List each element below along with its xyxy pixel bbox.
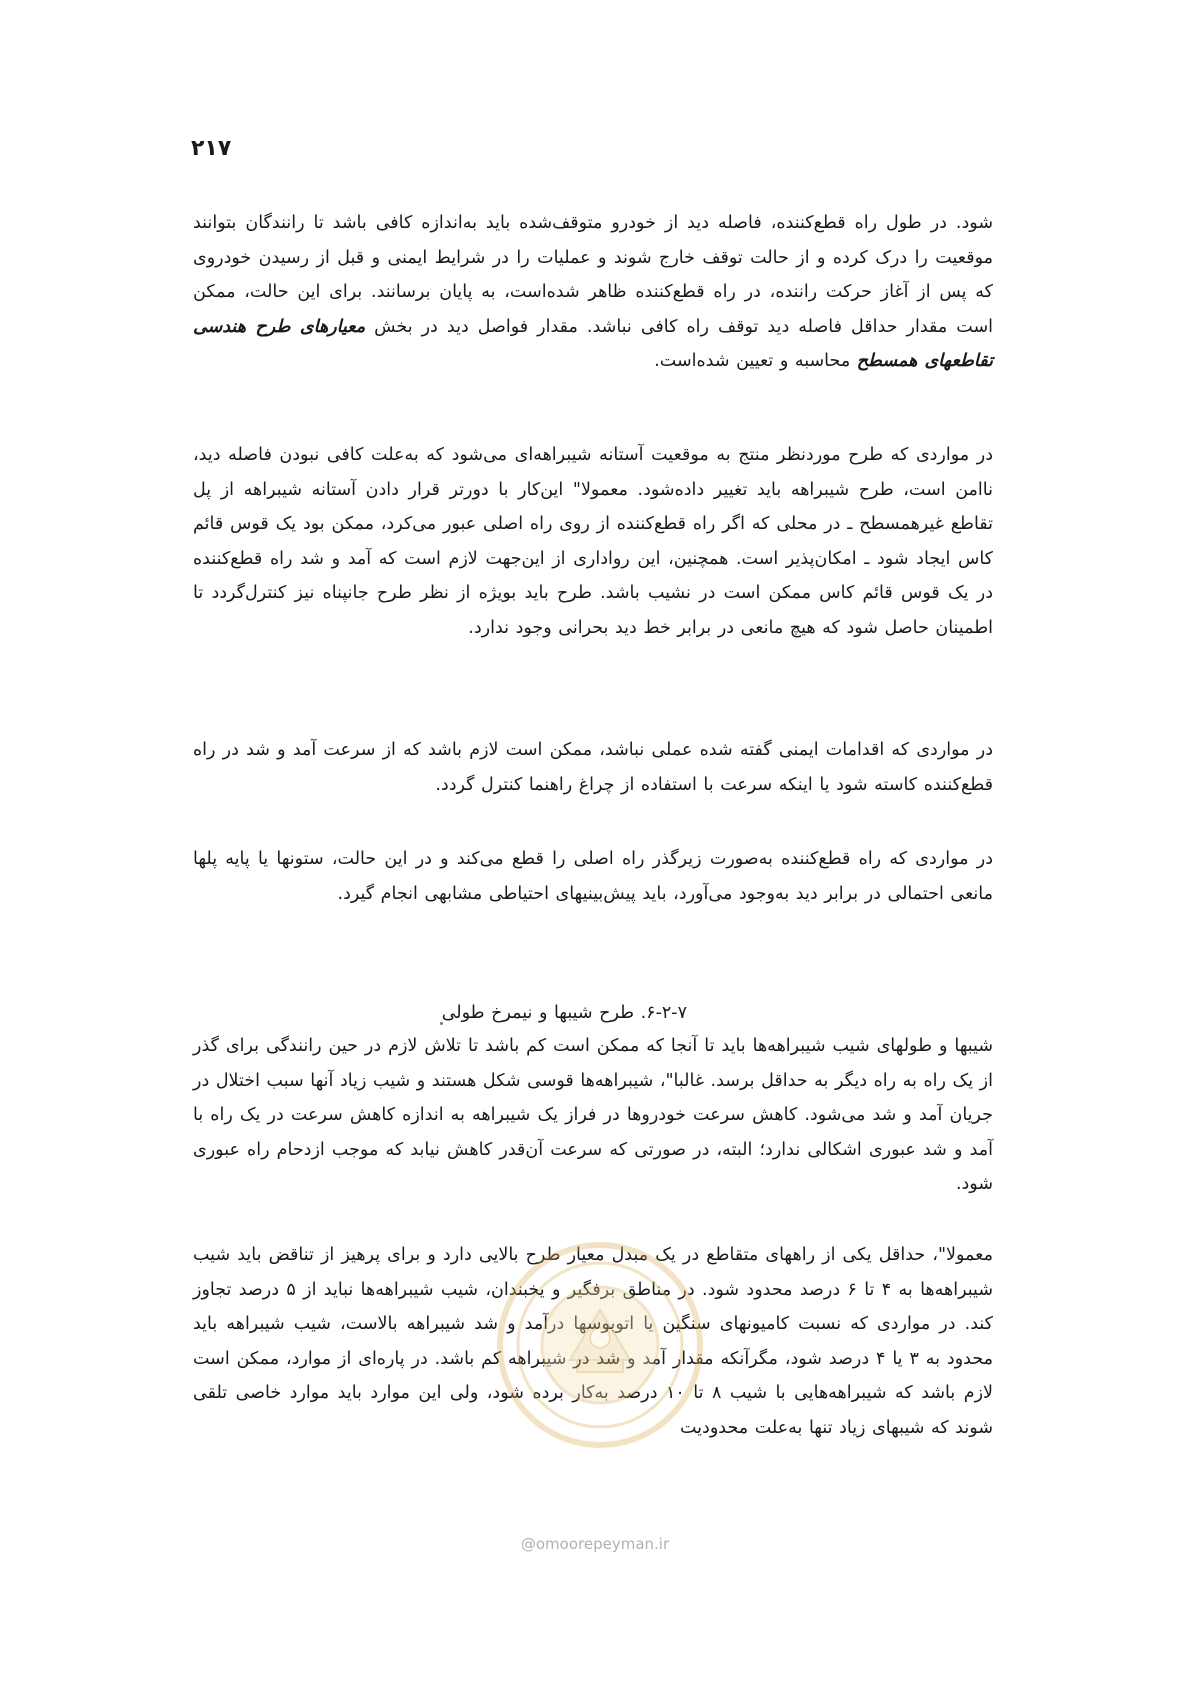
paragraph-4 bbox=[193, 842, 993, 911]
paragraph-3 bbox=[193, 733, 993, 802]
paragraph-1-text: شود. در طول راه قطع‌کننده، فاصله دید از خودرو متوقف‌شده باید به‌اندازه کافی باشد تا رانندگان بتوانند موقعیت را درک کرده و از حالت توقف خارج شوند و عملیات را در شرایط ایمنی و قبل از رسیدن خودروی که پس از آغاز حرکت راننده، در راه قطع‌کننده ظاهر شده‌است، به پایان برسانند. برای این حالت، ممکن است مقدار حداقل فاصله دید توقف راه کافی نباشد. مقدار فواصل دید در بخش bbox=[193, 213, 993, 337]
paragraph-2 bbox=[193, 438, 993, 645]
paragraph-1-emphasis: معیارهای طرح هندسی تقاطعهای همسطح bbox=[193, 316, 993, 371]
paragraph-4-text: در مواردی که راه قطع‌کننده به‌صورت زیرگذر راه اصلی را قطع می‌کند و در این حالت، ستونها یا پایه پلها مانعی احتمالی در برابر دید به‌وجود می‌آورد، باید پیش‌بینیهای احتیاطی مشابهی انجام گیرد. bbox=[193, 849, 993, 904]
page-number: ۲۱۷ bbox=[191, 136, 232, 161]
watermark-url: @omoorepeyman.ir bbox=[520, 1535, 670, 1553]
paragraph-5-text: شیبها و طولهای شیب شیبراهه‌ها باید تا آنجا که ممکن است کم باشد تا تلاش لازم در حین رانندگی برای گذر از یک راه به راه دیگر به حداقل برسد. غالبا"، شیبراهه‌ها قوسی شکل هستند و شیب زیاد آنها سبب اختلال در جریان آمد و شد می‌شود. کاهش سرعت خودروها در فراز یک شیبراهه به اندازه کاهش سرعت در یک راه با آمد و شد عبوری اشکالی ندارد؛ البته، در صورتی که سرعت آن‌قدر کاهش نیابد که موجب ازدحام راه عبوری شود. bbox=[193, 1036, 993, 1194]
paragraph-1 bbox=[193, 206, 993, 379]
paragraph-3-text: در مواردی که اقدامات ایمنی گفته شده عملی نباشد، ممکن است لازم باشد که از سرعت آمد و شد در راه قطع‌کننده کاسته شود یا اینکه سرعت با استفاده از چراغ راهنما کنترل گردد. bbox=[193, 740, 993, 795]
paragraph-1-end: محاسبه و تعیین شده‌است. bbox=[654, 351, 851, 371]
paragraph-6-text: معمولا"، حداقل یکی از راههای متقاطع در یک مبدل معیار طرح بالایی دارد و برای پرهیز از تناقض باید شیب شیبراهه‌ها به ۴ تا ۶ درصد محدود شود. در مناطق برفگیر و یخبندان، شیب شیبراهه‌ها نباید از ۵ درصد تجاوز کند. در مواردی که نسبت کامیونهای سنگین یا اتوبوسها درآمد و شد شیبراهه بالاست، شیب شیبراهه باید محدود به ۳ یا ۴ درصد شود، مگرآنکه مقدار آمد و شد در شیبراهه کم باشد. در پاره‌ای از موارد، ممکن است لازم باشد که شیبراهه‌هایی با شیب ۸ تا ۱۰ درصد به‌کار برده شود، ولی این موارد باید موارد خاصی تلقی شوند که شیبهای زیاد تنها به‌علت محدودیت bbox=[193, 1245, 994, 1438]
paragraph-6 bbox=[193, 1238, 993, 1445]
paragraph-5 bbox=[193, 1029, 993, 1202]
section-heading: ۶-۲-۷. طرح شیبها و نیمرخ طولی bbox=[441, 1003, 687, 1023]
paragraph-2-text: در مواردی که طرح موردنظر منتج به موقعیت آستانه شیبراهه‌ای می‌شود که به‌علت کافی نبودن فاصله دید، ناامن است، طرح شیبراهه باید تغییر داده‌شود. معمولا" این‌کار با دورتر قرار دادن آستانه شیبراهه از پل تقاطع غیرهمسطح ـ در محلی که اگر راه قطع‌کننده از روی راه اصلی عبور می‌کرد، ممکن بود یک قوس قائم کاس ایجاد شود ـ امکان‌پذیر است. همچنین، این رواداری از این‌جهت لازم است که آمد و شد راه قطع‌کننده در یک قوس قائم کاس ممکن است در نشیب باشد. طرح باید بویژه از نظر طرح جانپناه نیز کنترل‌گردد تا اطمینان حاصل شود که هیچ مانعی در برابر خط دید بحرانی وجود ندارد. bbox=[193, 445, 993, 638]
